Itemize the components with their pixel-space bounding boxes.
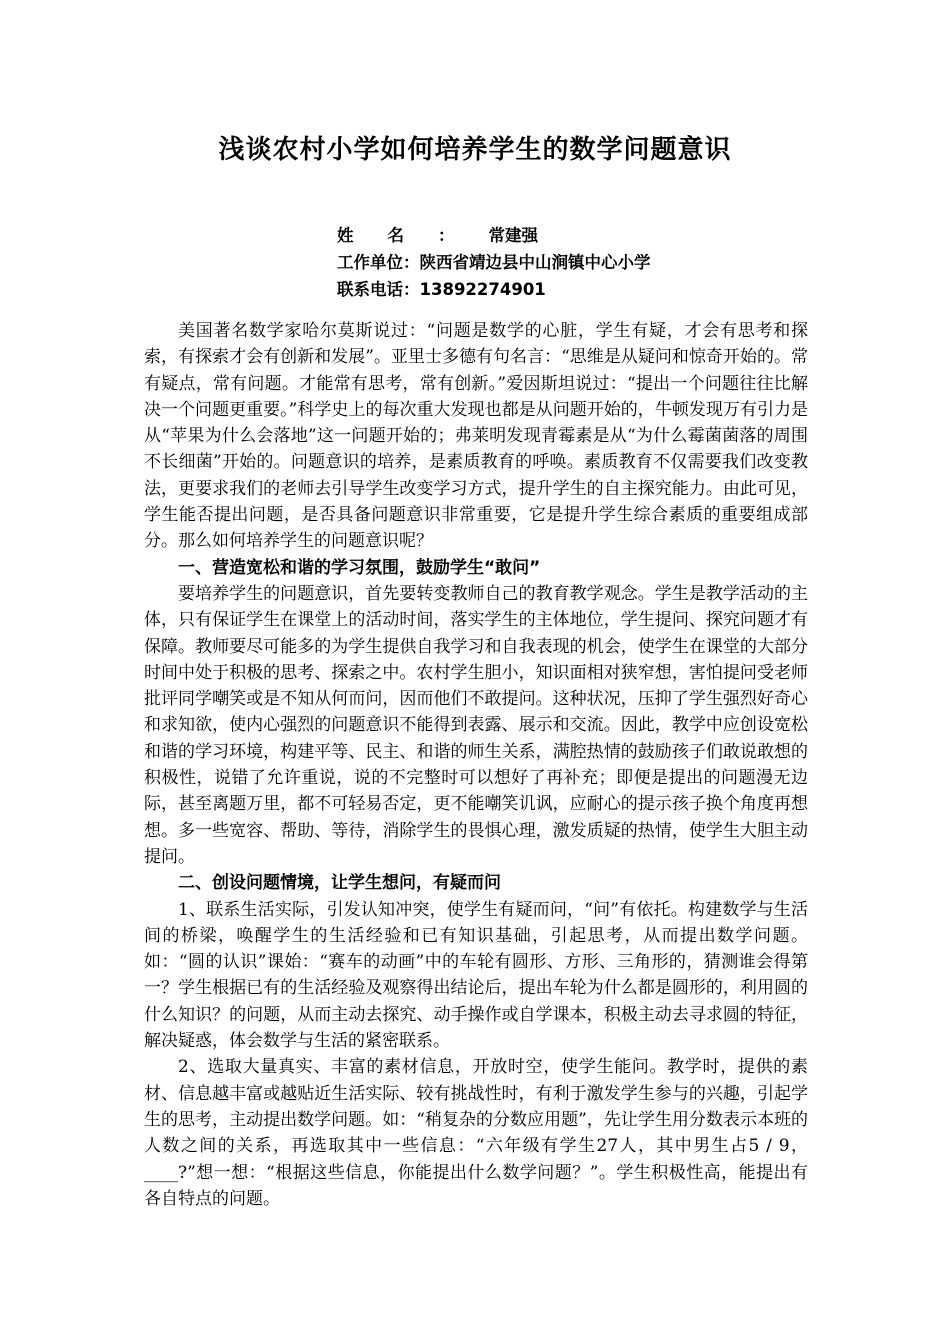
document-title: 浅谈农村小学如何培养学生的数学问题意识 [218,135,732,165]
author-name-label: 姓名： [337,226,489,245]
author-name-value: 常建强 [488,226,538,245]
section-2-paragraph-1: 1、联系生活实际，引发认知冲突，使学生有疑而问，“问”有依托。构建数学与生活间的桥梁，唤醒学生的生活经验和已有知识基础，引起思考，从而提出数学问题。如：“圆的认识”课始：“赛车的动画”中的车轮有圆形、方形、三角形的，猜测谁会得第一？学生根据已有的生活经验及观察得出结论后，提出车轮为什么都是圆形的，利用圆的什么知识？的问题，从而主动去探究、动手操作或自学课本，积极主动去寻求圆的特征，解决疑惑，体会数学与生活的紧密联系。 [144,899,808,1052]
intro-paragraph: 美国著名数学家哈尔莫斯说过：“问题是数学的心脏，学生有疑，才会有思考和探索，有探索才会有创新和发展”。亚里士多德有句名言：“思维是从疑问和惊奇开始的。常有疑点，常有问题。才能常有思考，常有创新。”爱因斯坦说过：“提出一个问题往往比解决一个问题更重要。”科学史上的每次重大发现也都是从问题开始的，牛顿发现万有引力是从“苹果为什么会落地”这一问题开始的；弗莱明发现青霉素是从“为什么霉菌菌落的周围不长细菌”开始的。问题意识的培养，是素质教育的呼唤。素质教育不仅需要我们改变教法，更要求我们的老师去引导学生改变学习方式，提升学生的自主探究能力。由此可见，学生能否提出问题，是否具备问题意识非常重要，它是提升学生综合素质的重要组成部分。那么如何培养学生的问题意识呢？ [144,321,808,552]
author-name-line [337,222,651,249]
section-heading-1: 一、营造宽松和谐的学习氛围，鼓励学生“敢问” [178,557,541,578]
author-block [337,222,651,303]
section-heading-2: 二、创设问题情境，让学生想问，有疑而问 [178,873,501,894]
document-body [144,318,808,1212]
author-unit-value: 陕西省靖边县中山涧镇中心小学 [419,253,651,272]
author-unit-line [337,249,651,276]
section-1-paragraph: 要培养学生的问题意识，首先要转变教师自己的教育教学观念。学生是教学活动的主体，只有保证学生在课堂上的活动时间，落实学生的主体地位，学生提问、探究问题才有保障。教师要尽可能多的为学生提供自我学习和自我表现的机会，使学生在课堂的大部分时间中处于积极的思考、探索之中。农村学生胆小，知识面相对狭窄想，害怕提问受老师批评同学嘲笑或是不知从何而问，因而他们不敢提问。这种状况，压抑了学生强烈好奇心和求知欲，使内心强烈的问题意识不能得到表露、展示和交流。因此，教学中应创设宽松和谐的学习环境，构建平等、民主、和谐的师生关系，满腔热情的鼓励孩子们敢说敢想的积极性，说错了允许重说，说的不完整时可以想好了再补充；即便是提出的问题漫无边际，甚至离题万里，都不可轻易否定，更不能嘲笑讥讽，应耐心的提示孩子换个角度再想想。多一些宽容、帮助、等待，消除学生的畏惧心理，激发质疑的热情，使学生大胆主动提问。 [144,583,808,867]
author-unit-label: 工作单位： [337,253,420,272]
author-phone-value: 13892274901 [419,280,546,299]
author-phone-line [337,276,651,303]
author-phone-label: 联系电话： [337,280,420,299]
section-2-paragraph-2: 2、选取大量真实、丰富的素材信息，开放时空，使学生能问。教学时，提供的素材、信息越丰富或越贴近生活实际、较有挑战性时，有利于激发学生参与的兴趣，引起学生的思考，主动提出数学问题。如：“稍复杂的分数应用题”，先让学生用分数表示本班的人数之间的关系，再选取其中一些信息：“六年级有学生27人，其中男生占5 / 9，____?”想一想：“根据这些信息，你能提出什么数学问题？”。学生积极性高，能提出有各自特点的问题。 [144,1057,808,1209]
